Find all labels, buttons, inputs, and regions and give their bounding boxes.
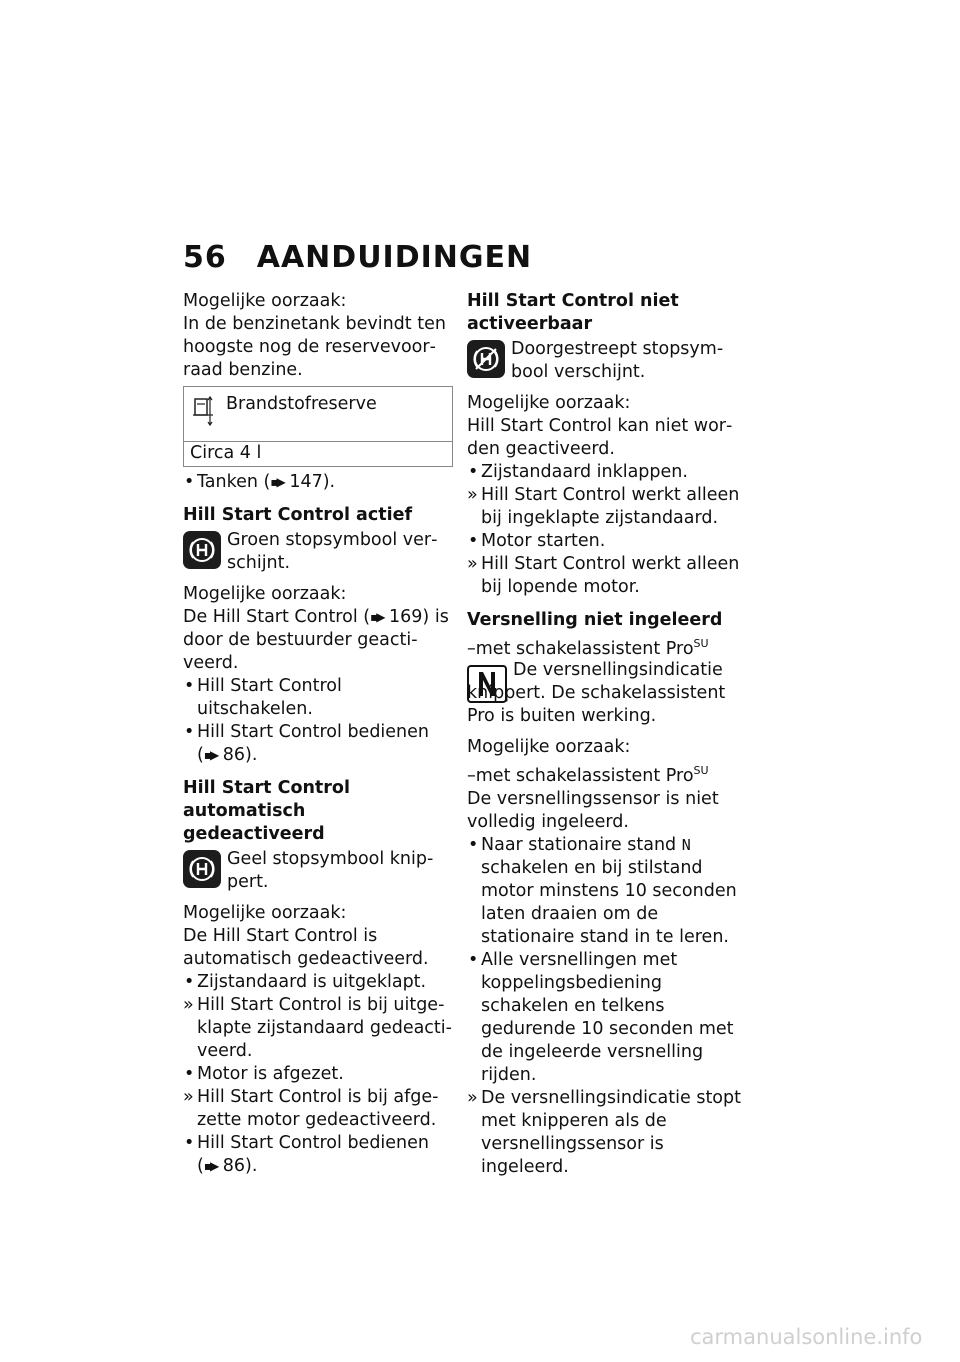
hill-start-control-icon (183, 531, 221, 569)
indicator-row (183, 848, 453, 894)
reference-arrow-icon: ▪▶ (203, 748, 218, 762)
watermark: carmanualsonline.info (690, 1325, 923, 1349)
result-item: » De versnellingsindicatie stopt met knipperen als de versnellingssensor is ingeleerd. (467, 1087, 742, 1179)
page-reference[interactable]: 147). (289, 472, 336, 492)
cause-label: Mogelijke oorzaak: (467, 736, 631, 757)
neutral-gear-label: N (681, 835, 691, 854)
cause-label: Mogelijke oorzaak: (467, 393, 631, 413)
list-item: • Naar stationaire stand N schakelen en bij stilstand motor minstens 10 seconden laten draaien om de stationaire stand in te leren. (467, 834, 742, 949)
list-item: • Hill Start Control bedienen (▪▶ 86). (183, 1132, 453, 1178)
section-heading: Hill Start Control actief (183, 505, 413, 525)
left-column (183, 290, 453, 1178)
indicator-description: Doorgestreept stopsymbool verschijnt. (511, 339, 724, 382)
section-heading: Versnelling niet ingeleerd (467, 610, 723, 630)
fuel-reserve-label: Brandstofreserve (226, 394, 377, 414)
list-item: • Tanken (▪▶ 147). (183, 471, 453, 494)
cause-text: De versnellingssensor is niet volledig ingeleerd. (467, 788, 719, 832)
equipment-note: –met schakelassistent Pro$^{SU}$ (467, 637, 709, 659)
list-item: • Hill Start Control uitschakelen. (183, 675, 453, 721)
hill-start-control-crossed-icon (467, 340, 505, 378)
section-title: AANDUIDINGEN (256, 240, 533, 275)
cause-label: Mogelijke oorzaak: (183, 584, 347, 604)
page-reference[interactable]: 86). (222, 1156, 258, 1176)
page-number: 56 (183, 240, 227, 275)
right-column (467, 290, 742, 1179)
result-item: » Hill Start Control is bij afgezette motor gedeactiveerd. (183, 1086, 453, 1132)
page-reference[interactable]: 86). (222, 745, 258, 765)
reference-arrow-icon: ▪▶ (270, 475, 284, 489)
page-header (183, 240, 532, 275)
list-item: • Motor starten. (467, 530, 742, 553)
cause-label: Mogelijke oorzaak: (183, 903, 347, 923)
list-item: • Zijstandaard is uitgeklapt. (183, 971, 453, 994)
cause-text: De Hill Start Control is automatisch gedeactiveerd. (183, 926, 429, 969)
fuel-reserve-value: Circa 4 l (190, 443, 262, 463)
section-heading: Hill Start Control automatisch gedeactiveerd (183, 778, 350, 844)
cause-text: De Hill Start Control (▪▶ 169) is door de bestuurder geactiveerd. (183, 607, 449, 673)
indicator-description: Groen stopsymbool verschijnt. (227, 530, 438, 573)
cause-text: In de benzinetank bevindt ten hoogste nog de reservevoorraad benzine. (183, 314, 446, 380)
equipment-note: –met schakelassistent Pro$^{SU}$ (467, 763, 709, 786)
list-item: • Motor is afgezet. (183, 1063, 453, 1086)
reference-arrow-icon: ▪▶ (370, 610, 384, 624)
list-item: • Zijstandaard inklappen. (467, 461, 742, 484)
cause-label: Mogelijke oorzaak: (183, 291, 347, 311)
cause-text: Hill Start Control kan niet worden geactiveerd. (467, 416, 733, 459)
hill-start-control-icon (183, 850, 221, 888)
indicator-row (183, 529, 453, 575)
indicator-description-full: De versnellingsindicatie knippert. De schakelassistent Pro is buiten werking. (467, 659, 726, 726)
reference-arrow-icon: ▪▶ (203, 1159, 218, 1173)
indicator-row (467, 338, 742, 384)
list-item: • Hill Start Control bedienen (▪▶ 86). (183, 721, 453, 767)
result-item: » Hill Start Control is bij uitgeklapte zijstandaard gedeactiveerd. (183, 994, 453, 1063)
fuel-gauge-icon (184, 387, 226, 441)
list-item: • Alle versnellingen met koppelingsbediening schakelen en telkens gedurende 10 seconden met de ingeleerde versnelling rijden. (467, 949, 742, 1087)
result-item: » Hill Start Control werkt alleen bij lopende motor. (467, 553, 742, 599)
section-heading: Hill Start Control niet activeerbaar (467, 291, 679, 334)
page-reference[interactable]: 169) (389, 607, 430, 627)
result-item: » Hill Start Control werkt alleen bij ingeklapte zijstandaard. (467, 484, 742, 530)
indicator-description: Geel stopsymbool knippert. (227, 849, 434, 892)
fuel-reserve-table (183, 386, 453, 467)
